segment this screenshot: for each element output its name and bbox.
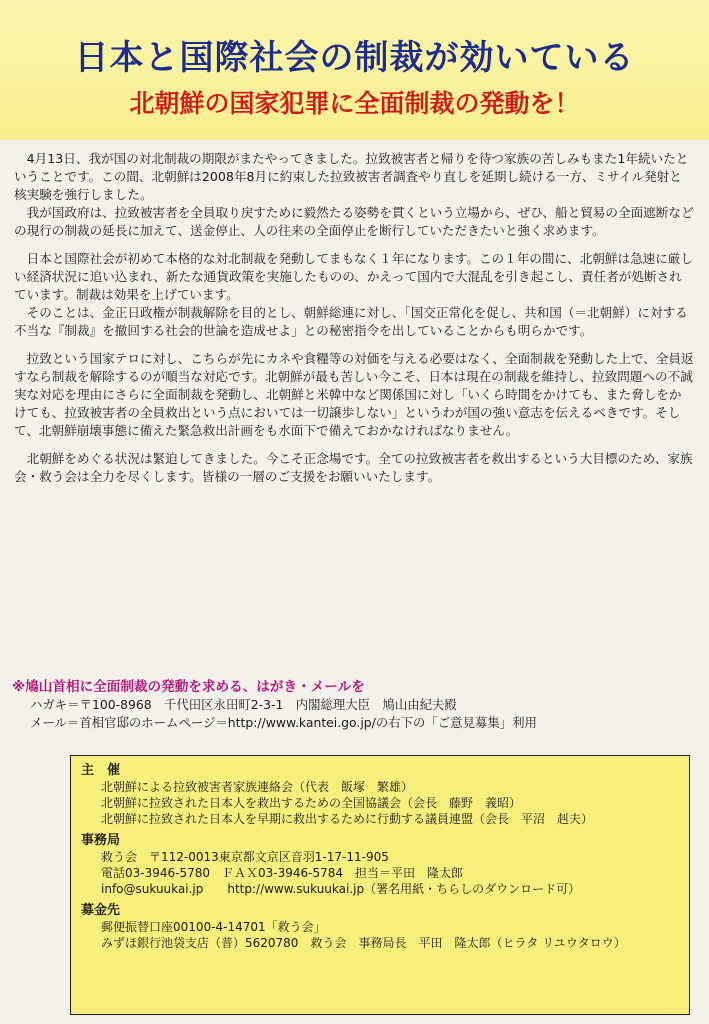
paragraph: 北朝鮮をめぐる状況は緊迫してきました。今こそ正念場です。全ての拉致被害者を救出するという大目標のため、家族会・救う会は全力を尽くします。皆様の一層のご支援をお願いいたします。 (14, 451, 693, 484)
organizer-line: 北朝鮮に拉致された日本人を早期に救出するために行動する議員連盟（会長 平沼 赳夫） (101, 812, 594, 826)
secretariat-line: info@sukuukai.jp http://www.sukuukai.jp（署名用紙・ちらしのダウンロード可） (101, 882, 581, 896)
appeal-section (12, 678, 702, 732)
appeal-email-info: メール＝首相官邸のホームページ＝http://www.kantei.go.jp/の右下の「ご意見募集」利用 (30, 715, 537, 730)
paragraph: 我が国政府は、拉致被害者を全員取り戻すために毅然たる姿勢を貫くという立場から、ぜひ、船と貿易の全面遮断などの現行の制裁の延長に加えて、送金停止、人の往来の全面停止を断行していただきたいと強く求めます。 (14, 205, 694, 238)
secretariat-heading: 事務局 (81, 833, 121, 848)
organizer-info-box (70, 755, 690, 1015)
secretariat-line: 救う会 〒112-0013東京都文京区音羽1-17-11-905 (101, 850, 389, 864)
page-title: 日本と国際社会の制裁が効いている (74, 38, 635, 78)
secretariat-line: 電話03-3946-5780 ＦＡＸ03-3946-5784 担当＝平田 隆太郎 (101, 866, 464, 880)
paragraph: 4月13日、我が国の対北制裁の期限がまたやってきました。拉致被害者と帰りを待つ家族の苦しみもまた1年続いたということです。この間、北朝鮮は2008年8月に約束した拉致被害者調査やり直しを延期し続ける一方、ミサイル発射と核実験を強行しました。 (14, 151, 689, 202)
body-text (14, 150, 694, 496)
donation-line: みずほ銀行池袋支店（普）5620780 救う会 事務局長 平田 隆太郎（ヒラタ リユウタロウ） (101, 936, 626, 950)
header-banner (0, 0, 709, 140)
paragraph: 日本と国際社会が初めて本格的な対北制裁を発動してまもなく１年になります。この１年の間に、北朝鮮は急速に厳しい経済状況に追い込まれ、新たな通貨政策を実施したものの、かえって国内で大混乱を引き起こし、責任者が処断されています。制裁は効果を上げています。 (14, 251, 694, 302)
donation-line: 郵便振替口座00100-4-14701「救う会」 (101, 920, 326, 934)
appeal-postcard-address: ハガキ＝〒100-8968 千代田区永田町2-3-1 内閣総理大臣 鳩山由紀夫殿 (30, 697, 457, 712)
paragraph: 拉致という国家テロに対し、こちらが先にカネや食糧等の対価を与える必要はなく、全面制裁を発動した上で、全員返すなら制裁を解除するのが順当な対応です。北朝鮮が最も苦しい今こそ、日本は現在の制裁を維持し、拉致問題への不誠実な対応を理由にさらに全面制裁を発動し、北朝鮮と米韓中など関係国に対し「いくら時間をかけても、また脅しをかけても、拉致被害者の全員救出という点においては一切譲歩しない」というわが国の強い意志を伝えるべきです。そして、北朝鮮崩壊事態に備えた緊急救出計画をも水面下で備えておかなければなりません。 (14, 351, 694, 438)
organizer-heading: 主 催 (81, 763, 121, 778)
organizer-line: 北朝鮮による拉致被害者家族連絡会（代表 飯塚 繁雄） (101, 780, 414, 794)
page-subtitle: 北朝鮮の国家犯罪に全面制裁の発動を！ (129, 89, 580, 118)
appeal-heading: ※鳩山首相に全面制裁の発動を求める、はがき・メールを (12, 679, 365, 695)
donation-heading: 募金先 (81, 903, 121, 918)
organizer-line: 北朝鮮に拉致された日本人を救出するための全国協議会（会長 藤野 義昭） (101, 796, 522, 810)
paragraph: そのことは、金正日政権が制裁解除を目的とし、朝鮮総連に対し、「国交正常化を促し、共和国（＝北朝鮮）に対する不当な『制裁』を撤回する社会的世論を造成せよ」との秘密指令を出していることからも明らかです。 (14, 305, 688, 338)
